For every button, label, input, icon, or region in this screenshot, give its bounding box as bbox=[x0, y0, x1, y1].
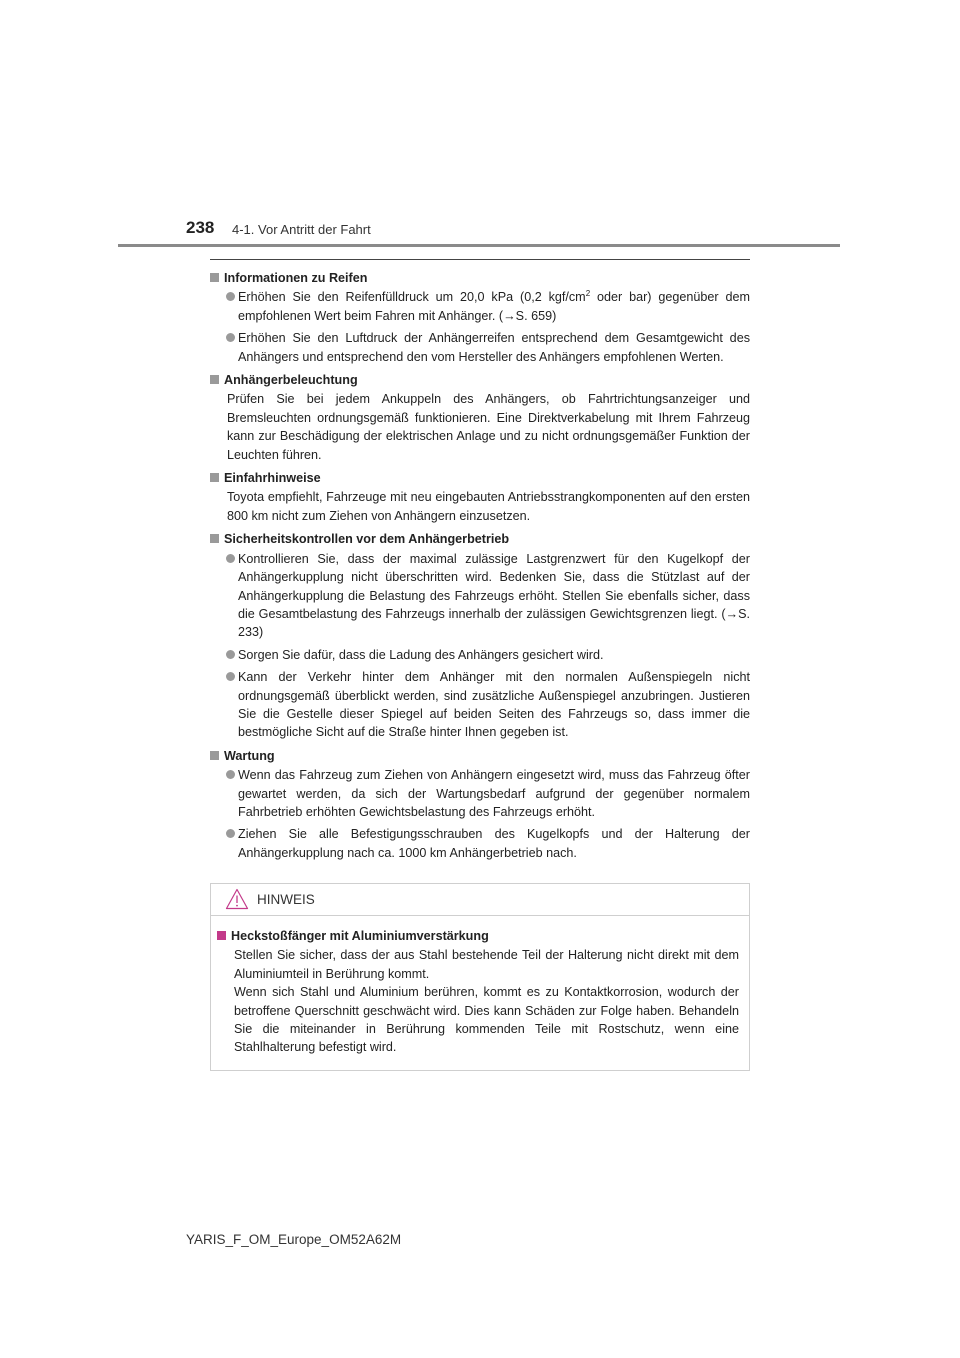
section-heading: Informationen zu Reifen bbox=[224, 271, 368, 285]
main-content bbox=[210, 259, 750, 867]
list-item bbox=[210, 668, 750, 742]
round-bullet-icon bbox=[226, 650, 235, 659]
bullet-text: Erhöhen Sie den Luftdruck der Anhängerreifen entsprechend dem Gesamtgewicht des Anhängers und entsprechend den vom Hersteller des Anhängers empfohlenen Werten. bbox=[238, 331, 750, 364]
bullet-text: Kontrollieren Sie, dass der maximal zulässige Lastgrenzwert für den Kugelkopf der Anhängerkupplung nicht überschritten wird. Bedenken Sie, dass die Stützlast auf der Anhängerkupplung die Belastung des Fahrzeugs erhöht. Stellen Sie ebenfalls sicher, dass die Gesamtbelastung des Fahrzeugs innerhalb der zulässigen Gewichtsgrenzen liegt. (→S. 233) bbox=[238, 551, 750, 640]
section-heading: Sicherheitskontrollen vor dem Anhängerbetrieb bbox=[224, 532, 510, 547]
warning-triangle-icon bbox=[225, 888, 249, 910]
round-bullet-icon bbox=[226, 829, 235, 838]
round-bullet-icon bbox=[226, 672, 235, 681]
bullet-text-post: oder bar) gegenüber dem empfohlenen Wert beim Fahren mit Anhänger. (→S. 659) bbox=[238, 290, 750, 323]
square-bullet-icon bbox=[210, 273, 219, 282]
list-item bbox=[210, 825, 750, 862]
section-break-in bbox=[210, 469, 750, 525]
section-heading: Wartung bbox=[224, 748, 275, 763]
section-paragraph: Prüfen Sie bei jedem Ankuppeln des Anhängers, ob Fahrtrichtungsanzeiger und Bremsleuchten ordnungsgemäß funktionieren. Eine Direktverkabelung mit Ihrem Fahrzeug kann zur Beschädigung der elektrischen Anlage und zu nicht ordnungsgemäßer Funktion der Leuchten führen. bbox=[227, 392, 750, 462]
notice-paragraph: Stellen Sie sicher, dass der aus Stahl bestehende Teil der Halterung nicht direkt mit dem Aluminiumteil in Berührung kommt. bbox=[234, 948, 739, 981]
notice-header bbox=[211, 884, 749, 916]
bullet-text: Kann der Verkehr hinter dem Anhänger mit den normalen Außenspiegeln nicht ordnungsgemäß überblickt werden, sind zusätzliche Außenspiegel anzubringen. Justieren Sie die Gestelle dieser Spiegel auf beiden Seiten des Fahrzeugs so, dass immer die bestmögliche Sicht auf die Straße hinter Ihnen gegeben ist. bbox=[238, 670, 750, 740]
section-trailer-lights bbox=[210, 371, 750, 464]
section-title: 4-1. Vor Antritt der Fahrt bbox=[232, 222, 371, 237]
square-bullet-icon bbox=[210, 473, 219, 482]
document-id: YARIS_F_OM_Europe_OM52A62M bbox=[186, 1232, 402, 1247]
bullet-text: Sorgen Sie dafür, dass die Ladung des Anhängers gesichert wird. bbox=[238, 647, 604, 662]
section-paragraph: Toyota empfiehlt, Fahrzeuge mit neu eingebauten Antriebsstrangkomponenten auf den ersten 800 km nicht zum Ziehen von Anhängern einzusetzen. bbox=[227, 490, 750, 523]
bullet-text: Wenn das Fahrzeug zum Ziehen von Anhängern eingesetzt wird, muss das Fahrzeug öfter gewartet werden, da sich der Wartungsbedarf aufgrund der gegenüber normalem Fahrbetrieb erhöhten Gewichtsbelastung des Fahrzeugs erhöht. bbox=[238, 768, 750, 819]
bullet-text: Ziehen Sie alle Befestigungsschrauben des Kugelkopfs und der Halterung der Anhängerkupplung nach ca. 1000 km Anhängerbetrieb nach. bbox=[238, 827, 750, 860]
list-item bbox=[210, 766, 750, 821]
notice-body bbox=[211, 916, 749, 1057]
header-rule bbox=[118, 244, 840, 247]
content-rule bbox=[210, 259, 750, 260]
list-item bbox=[210, 646, 750, 664]
square-bullet-icon bbox=[210, 751, 219, 760]
page-number: 238 bbox=[186, 218, 215, 237]
superscript: 2 bbox=[585, 289, 591, 299]
section-heading: Anhängerbeleuchtung bbox=[224, 373, 358, 388]
section-maintenance bbox=[210, 747, 750, 862]
square-bullet-icon bbox=[210, 534, 219, 543]
notice-box bbox=[210, 883, 750, 1071]
list-item bbox=[210, 329, 750, 366]
round-bullet-icon bbox=[226, 770, 235, 779]
list-item bbox=[210, 288, 750, 325]
list-item bbox=[210, 550, 750, 642]
square-bullet-icon bbox=[217, 931, 226, 940]
section-heading: Einfahrhinweise bbox=[224, 471, 321, 486]
round-bullet-icon bbox=[226, 292, 235, 301]
section-tire-info bbox=[210, 269, 750, 366]
section-safety-checks bbox=[210, 530, 750, 741]
notice-paragraph: Wenn sich Stahl und Aluminium berühren, kommt es zu Kontaktkorrosion, wodurch der betroffene Querschnitt geschwächt wird. Dies kann Schäden zur Folge haben. Behandeln Sie die miteinander in Berührung kommenden Teile mit Rostschutz, wenn eine Stahlhalterung befestigt wird. bbox=[234, 985, 739, 1055]
notice-label: HINWEIS bbox=[257, 892, 315, 907]
round-bullet-icon bbox=[226, 333, 235, 342]
round-bullet-icon bbox=[226, 554, 235, 563]
bullet-text-pre: Erhöhen Sie den Reifenfülldruck um 20,0 kPa (0,2 kgf/cm bbox=[238, 290, 586, 305]
square-bullet-icon bbox=[210, 375, 219, 384]
notice-title: Heckstoßfänger mit Aluminiumverstärkung bbox=[231, 929, 489, 943]
